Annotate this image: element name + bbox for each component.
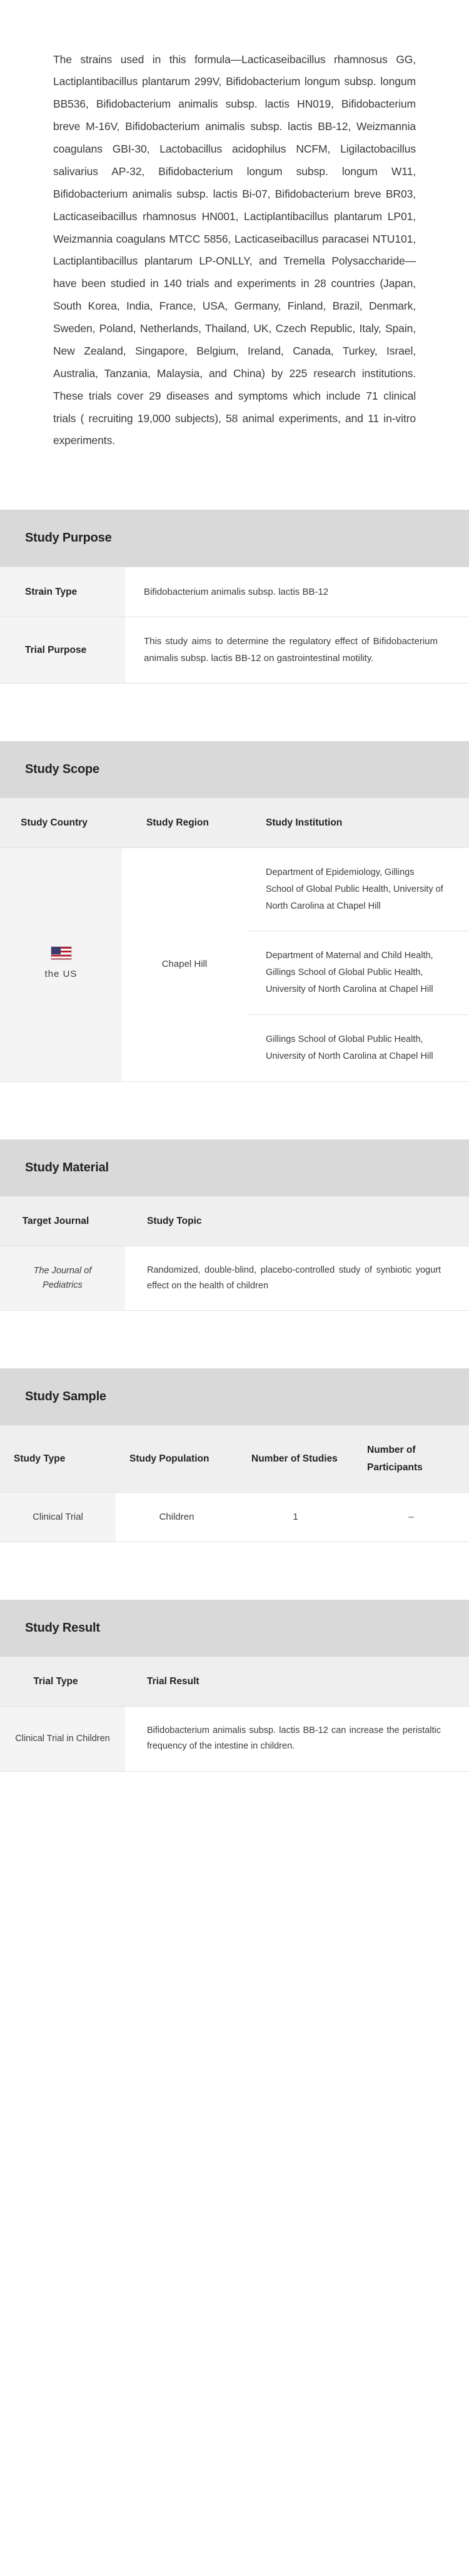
study-sample-section xyxy=(0,1368,469,1542)
number-of-participants-cell: – xyxy=(353,1492,469,1542)
study-institution-cell: Department of Maternal and Child Health, Gillings School of Global Public Health, University of North Carolina at Chapel Hill xyxy=(247,931,469,1014)
table-header-row xyxy=(0,1196,469,1246)
bottom-spacer xyxy=(0,1772,469,1816)
study-topic-cell: Randomized, double-blind, placebo-controlled study of synbiotic yogurt effect on the health of children xyxy=(125,1246,469,1311)
study-population-cell: Children xyxy=(116,1492,238,1542)
col-study-population: Study Population xyxy=(116,1425,238,1492)
trial-purpose-value: This study aims to determine the regulatory effect of Bifidobacterium animalis subsp. lactis BB-12 on gastrointestinal motility. xyxy=(125,617,469,684)
study-result-table xyxy=(0,1657,469,1772)
target-journal-cell: The Journal of Pediatrics xyxy=(0,1246,125,1311)
study-sample-header xyxy=(0,1368,469,1425)
study-scope-table xyxy=(0,798,469,1082)
col-trial-result: Trial Result xyxy=(125,1657,469,1707)
study-purpose-title: Study Purpose xyxy=(25,531,112,545)
study-scope-header xyxy=(0,741,469,798)
intro-paragraph: The strains used in this formula—Lacticaseibacillus rhamnosus GG, Lactiplantibacillus plantarum 299V, Bifidobacterium longum subsp. longum BB536, Bifidobacterium animalis subsp. lactis HN019, Bifidobacterium breve M-16V, Bifidobacterium animalis subsp. lactis BB-12, Weizmannia coagulans GBI-30, Lactobacillus acidophilus NCFM, Ligilactobacillus salivarius AP-32, Bifidobacterium longum subsp. longum W11, Bifidobacterium animalis subsp. lactis Bi-07, Bifidobacterium breve BR03, Lacticaseibacillus rhamnosus HN001, Lactiplantibacillus plantarum LP01, Weizmannia coagulans MTCC 5856, Lacticaseibacillus paracasei NTU101, Lactiplantibacillus plantarum LP-ONLLY, and Tremella Polysaccharide—have been studied in 140 trials and experiments in 28 countries (Japan, South Korea, India, France, USA, Germany, Finland, Brazil, Denmark, Sweden, Poland, Netherlands, Thailand, UK, Czech Republic, Italy, Spain, New Zealand, Singapore, Belgium, Ireland, Canada, Turkey, Israel, Australia, Tanzania, Malaysia, and China) by 225 research institutions. These trials cover 29 diseases and symptoms which include 71 clinical trials ( recruiting 19,000 subjects), 58 animal experiments, and 11 in-vitro experiments. xyxy=(53,53,416,447)
table-row xyxy=(0,1492,469,1542)
study-sample-title: Study Sample xyxy=(25,1390,106,1404)
table-row xyxy=(0,617,469,684)
trial-result-cell: Bifidobacterium animalis subsp. lactis BB-12 can increase the peristaltic frequency of the intestine in children. xyxy=(125,1707,469,1772)
table-row xyxy=(0,848,469,931)
study-material-title: Study Material xyxy=(25,1160,109,1174)
table-row xyxy=(0,1246,469,1311)
study-scope-title: Study Scope xyxy=(25,762,99,776)
study-purpose-section xyxy=(0,510,469,684)
study-region-cell: Chapel Hill xyxy=(122,848,247,1082)
study-result-header xyxy=(0,1600,469,1657)
col-target-journal: Target Journal xyxy=(0,1196,125,1246)
col-study-country: Study Country xyxy=(0,798,122,848)
col-number-of-studies: Number of Studies xyxy=(238,1425,353,1492)
study-purpose-header xyxy=(0,510,469,567)
table-header-row xyxy=(0,1657,469,1707)
study-sample-table xyxy=(0,1425,469,1542)
trial-purpose-label: Trial Purpose xyxy=(0,617,125,684)
study-institution-cell: Department of Epidemiology, Gillings School of Global Public Health, University of North Carolina at Chapel Hill xyxy=(247,848,469,931)
strain-type-value: Bifidobacterium animalis subsp. lactis BB-12 xyxy=(125,567,469,617)
table-row xyxy=(0,1707,469,1772)
number-of-studies-cell: 1 xyxy=(238,1492,353,1542)
table-row xyxy=(0,567,469,617)
col-study-topic: Study Topic xyxy=(125,1196,469,1246)
col-study-region: Study Region xyxy=(122,798,247,848)
strain-type-label: Strain Type xyxy=(0,567,125,617)
study-result-section xyxy=(0,1600,469,1772)
study-purpose-table xyxy=(0,567,469,684)
trial-type-cell: Clinical Trial in Children xyxy=(0,1707,125,1772)
table-header-row xyxy=(0,798,469,848)
table-header-row xyxy=(0,1425,469,1492)
col-number-of-participants: Number of Participants xyxy=(353,1425,469,1492)
study-type-cell: Clinical Trial xyxy=(0,1492,116,1542)
col-trial-type: Trial Type xyxy=(0,1657,125,1707)
study-result-title: Study Result xyxy=(25,1620,100,1635)
study-scope-section xyxy=(0,741,469,1082)
col-study-type: Study Type xyxy=(0,1425,116,1492)
study-country-label: the US xyxy=(44,969,78,980)
study-institution-cell: Gillings School of Global Public Health, University of North Carolina at Chapel Hill xyxy=(247,1014,469,1081)
intro-section xyxy=(0,0,469,452)
col-study-institution: Study Institution xyxy=(247,798,469,848)
study-material-header xyxy=(0,1139,469,1196)
study-material-section xyxy=(0,1139,469,1311)
study-country-cell xyxy=(0,848,122,1082)
us-flag-icon xyxy=(51,946,72,960)
study-material-table xyxy=(0,1196,469,1311)
